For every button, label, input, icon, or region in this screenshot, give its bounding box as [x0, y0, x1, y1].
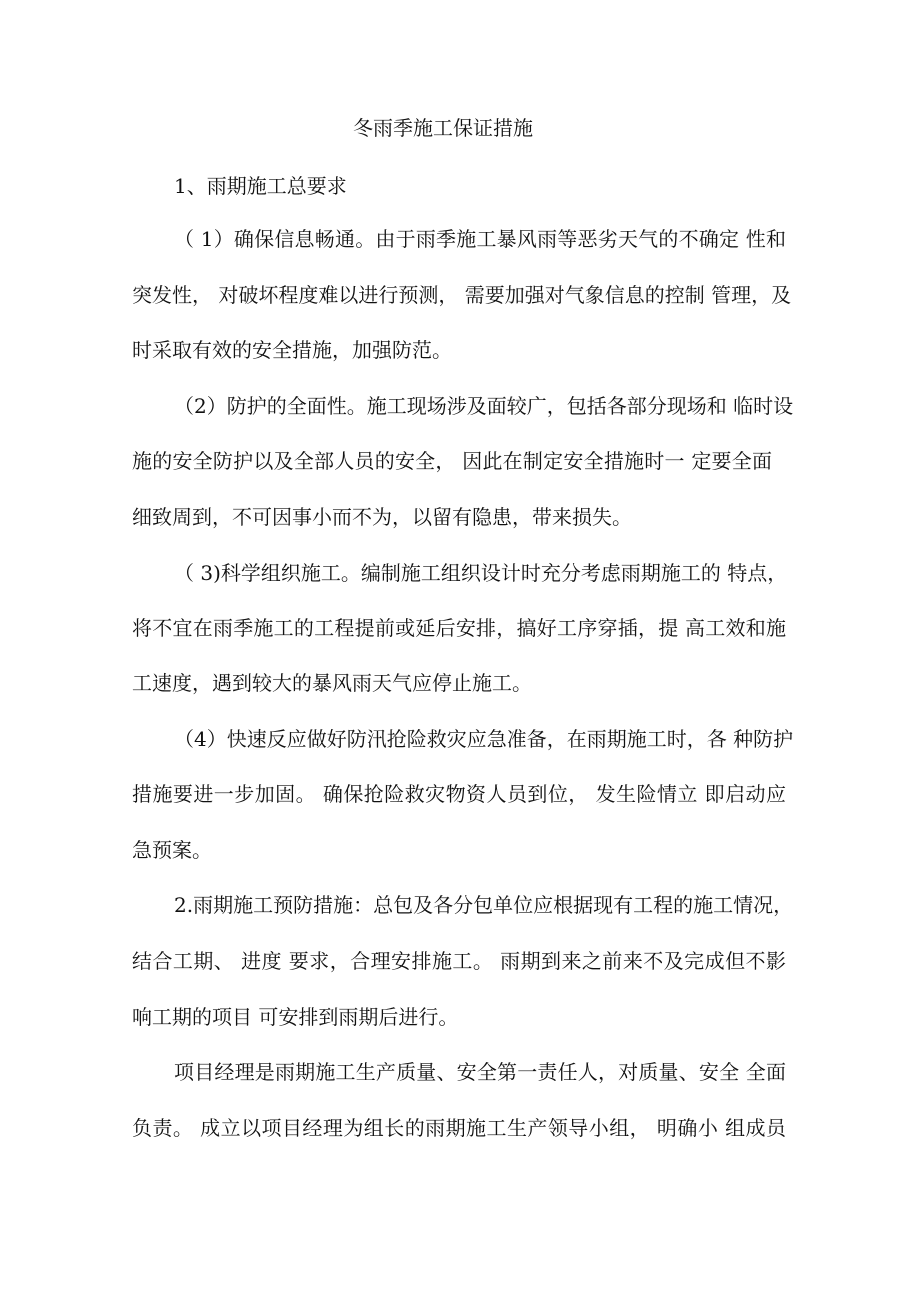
paragraph-3-line-1: （ 3)科学组织施工。编制施工组织设计时充分考虑雨期施工的 特点，	[174, 561, 788, 585]
paragraph-5-line-2: 结合工期、 进度 要求，合理安排施工。 雨期到来之前来不及完成但不影	[132, 949, 786, 973]
paragraph-4-line-3: 急预案。	[132, 838, 212, 862]
paragraph-5-line-3: 响工期的项目 可安排到雨期后进行。	[132, 1005, 459, 1029]
paragraph-1-line-2: 突发性， 对破坏程度难以进行预测， 需要加强对气象信息的控制 管理，及	[132, 283, 792, 307]
paragraph-1-line-3: 时采取有效的安全措施，加强防范。	[132, 338, 452, 362]
paragraph-1-line-1: （ 1）确保信息畅通。由于雨季施工暴风雨等恶劣天气的不确定 性和	[174, 227, 786, 251]
section-heading-1: 1、雨期施工总要求	[174, 174, 347, 198]
paragraph-2-line-3: 细致周到，不可因事小而不为，以留有隐患，带来损失。	[132, 505, 632, 529]
paragraph-6-line-2: 负责。 成立以项目经理为组长的雨期施工生产领导小组， 明确小 组成员	[132, 1116, 786, 1140]
paragraph-6-line-1: 项目经理是雨期施工生产质量、安全第一责任人，对质量、安全 全面	[174, 1060, 786, 1084]
paragraph-2-line-1: （2）防护的全面性。施工现场涉及面较广，包括各部分现场和 临时设	[174, 394, 794, 418]
paragraph-4-line-2: 措施要进一步加固。 确保抢险救灾物资人员到位， 发生险情立 即启动应	[132, 782, 786, 806]
paragraph-4-line-1: （4）快速反应做好防汛抢险救灾应急准备，在雨期施工时，各 种防护	[174, 727, 794, 751]
paragraph-3-line-3: 工速度，遇到较大的暴风雨天气应停止施工。	[132, 671, 532, 695]
paragraph-2-line-2: 施的安全防护以及全部人员的安全， 因此在制定安全措施时一 定要全面	[132, 449, 772, 473]
document-title: 冬雨季施工保证措施	[353, 116, 533, 140]
paragraph-5-line-1: 2.雨期施工预防措施：总包及各分包单位应根据现有工程的施工情况，	[174, 893, 794, 917]
paragraph-3-line-2: 将不宜在雨季施工的工程提前或延后安排，搞好工序穿插，提 高工效和施	[132, 616, 786, 640]
